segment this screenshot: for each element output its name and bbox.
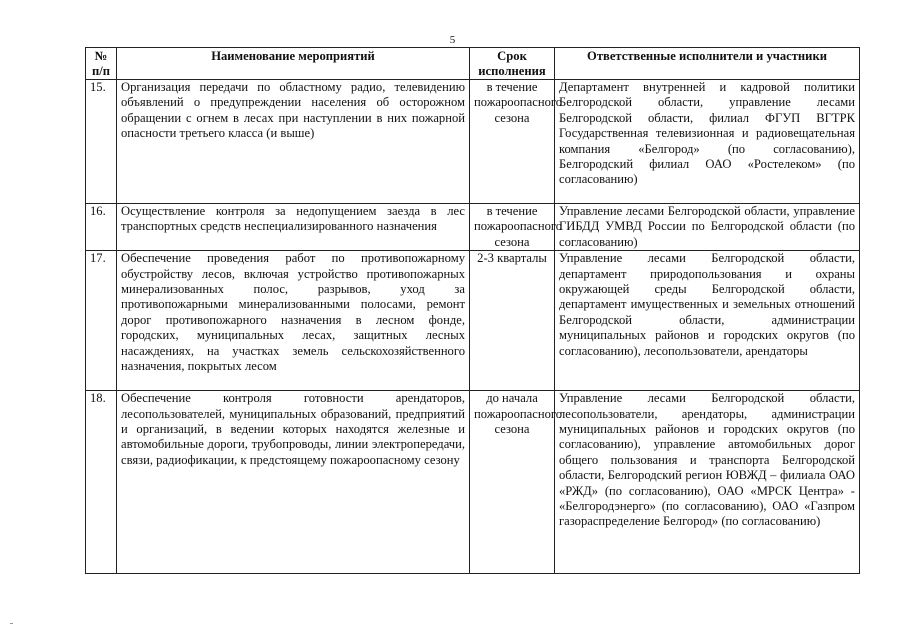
table-row [86,204,860,251]
header-measure-name: Наименование мероприятий [117,48,470,80]
measure-term: 2-3 кварталы [470,251,555,391]
table-row [86,80,860,204]
header-responsible: Ответственные исполнители и участники [555,48,860,80]
measure-responsible: Управление лесами Белгородской области, управление ГИБДД УМВД России по Белгородской области (по согласованию) [555,204,860,251]
measure-term: до начала пожароопасного сезона [470,391,555,574]
measure-name: Обеспечение проведения работ по противопожарному обустройству лесов, включая устройство противопожарных минерализованных полос, разрывов, уход за противопожарными минерализованными полосами, ремонт дорог противопожарного назначения в лесном фонде, городских, муниципальных лесах, защитных лесных насаждениях, на участках земель сельскохозяйственного назначения, покрытых лесом [117,251,470,391]
measure-name: Осуществление контроля за недопущением заезда в лес транспортных средств неспециализированного назначения [117,204,470,251]
measures-table [85,47,860,574]
header-term: Срок исполнения [470,48,555,80]
row-number: 18. [86,391,117,574]
measure-name: Организация передачи по областному радио, телевидению объявлений о предупреждении населения об осторожном обращении с огнем в лесах при наступлении в них пожарной опасности третьего класса (и выше) [117,80,470,204]
measure-responsible: Управление лесами Белгородской области, департамент природопользования и охраны окружающей среды Белгородской области, департамент имущественных и земельных отношений Белгородской области, администрации муниципальных районов и городских округов (по согласованию), лесопользователи, арендаторы [555,251,860,391]
table-row [86,251,860,391]
measure-term: в течение пожароопасного сезона [470,204,555,251]
measure-responsible: Департамент внутренней и кадровой политики Белгородской области, управление лесами Белгородской области, филиал ФГУП ВГТРК Государственная телевизионная и радиовещательная компания «Белгород» (по согласованию), Белгородский филиал ОАО «Ростелеком» (по согласованию) [555,80,860,204]
measure-term: в течение пожароопасного сезона [470,80,555,204]
page-number: 5 [449,34,456,46]
header-number: № п/п [86,48,117,80]
measure-name: Обеспечение контроля готовности арендаторов, лесопользователей, муниципальных образований, предприятий и организаций, в ведении которых находятся железные и автомобильные дороги, трубопроводы, линии электропередачи, связи, радиофикации, к предстоящему пожароопасному сезону [117,391,470,574]
row-number: 16. [86,204,117,251]
measure-responsible: Управление лесами Белгородской области, лесопользователи, арендаторы, администрации муниципальных районов и городских округов (по согласованию), управление автомобильных дорог общего пользования и транспорта Белгородской области, Белгородский регион ЮВЖД – филиала ОАО «РЖД» (по согласованию), ОАО «МРСК Центра» - «Белгородэнерго» (по согласованию), ОАО «Газпром газораспределение Белгород» (по согласованию) [555,391,860,574]
row-number: 17. [86,251,117,391]
table-header-row [86,48,860,80]
table-row [86,391,860,574]
row-number: 15. [86,80,117,204]
scan-speck [10,623,13,624]
